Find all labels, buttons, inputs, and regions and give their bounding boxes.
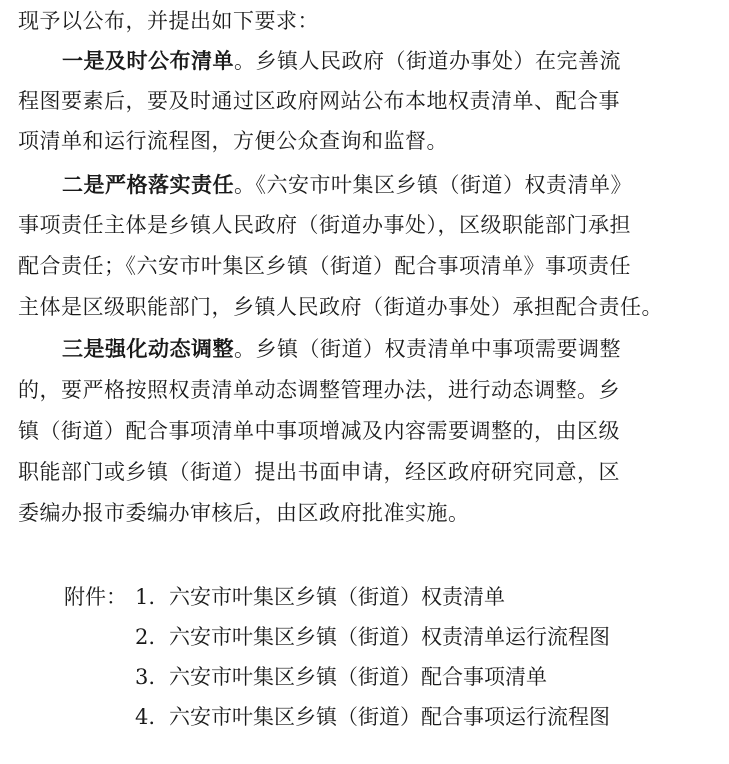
attachment-title: 六安市叶集区乡镇（街道）权责清单运行流程图 [169, 625, 610, 649]
section-2-heading: 二是严格落实责任 [62, 173, 234, 197]
attachment-number: 1. [135, 585, 156, 609]
section-1-first-line [62, 48, 621, 74]
attachment-title: 六安市叶集区乡镇（街道）权责清单 [169, 585, 505, 609]
section-1-line-2: 程图要素后，要及时通过区政府网站公布本地权责清单、配合事 [18, 89, 620, 113]
section-1-line-1: 。乡镇人民政府（街道办事处）在完善流 [234, 49, 621, 73]
attachment-item [135, 704, 610, 730]
attachments-label: 附件： [64, 585, 127, 609]
section-3-line-5: 委编办报市委编办审核后，由区政府批准实施。 [18, 501, 470, 525]
section-2-line-1: 。《六安市叶集区乡镇（街道）权责清单》 [234, 173, 632, 197]
attachment-item [135, 584, 505, 610]
section-2-line-3: 配合责任；《六安市叶集区乡镇（街道）配合事项清单》事项责任 [18, 254, 631, 278]
section-1-heading: 一是及时公布清单 [62, 49, 234, 73]
section-1-line-3: 项清单和运行流程图，方便公众查询和监督。 [18, 129, 448, 153]
attachment-number: 2. [135, 625, 156, 649]
section-2-line-2: 事项责任主体是乡镇人民政府（街道办事处），区级职能部门承担 [18, 213, 631, 237]
attachment-number: 4. [135, 705, 156, 729]
section-3-line-4: 职能部门或乡镇（街道）提出书面申请，经区政府研究同意，区 [18, 460, 620, 484]
section-3-line-1: 。乡镇（街道）权责清单中事项需要调整 [234, 337, 621, 361]
section-2-line-4: 主体是区级职能部门，乡镇人民政府（街道办事处）承担配合责任。 [18, 295, 663, 319]
intro-text: 现予以公布，并提出如下要求： [18, 9, 319, 33]
section-3-line-3: 镇（街道）配合事项清单中事项增减及内容需要调整的，由区级 [18, 419, 620, 443]
section-3-line-2: 的，要严格按照权责清单动态调整管理办法，进行动态调整。乡 [18, 378, 620, 402]
section-2-first-line [62, 172, 632, 198]
attachment-number: 3. [135, 665, 156, 689]
section-3-first-line [62, 336, 621, 362]
attachment-title: 六安市叶集区乡镇（街道）配合事项清单 [169, 665, 547, 689]
section-3-heading: 三是强化动态调整 [62, 337, 234, 361]
attachment-title: 六安市叶集区乡镇（街道）配合事项运行流程图 [169, 705, 610, 729]
attachment-item [135, 624, 610, 650]
attachment-item [135, 664, 547, 690]
